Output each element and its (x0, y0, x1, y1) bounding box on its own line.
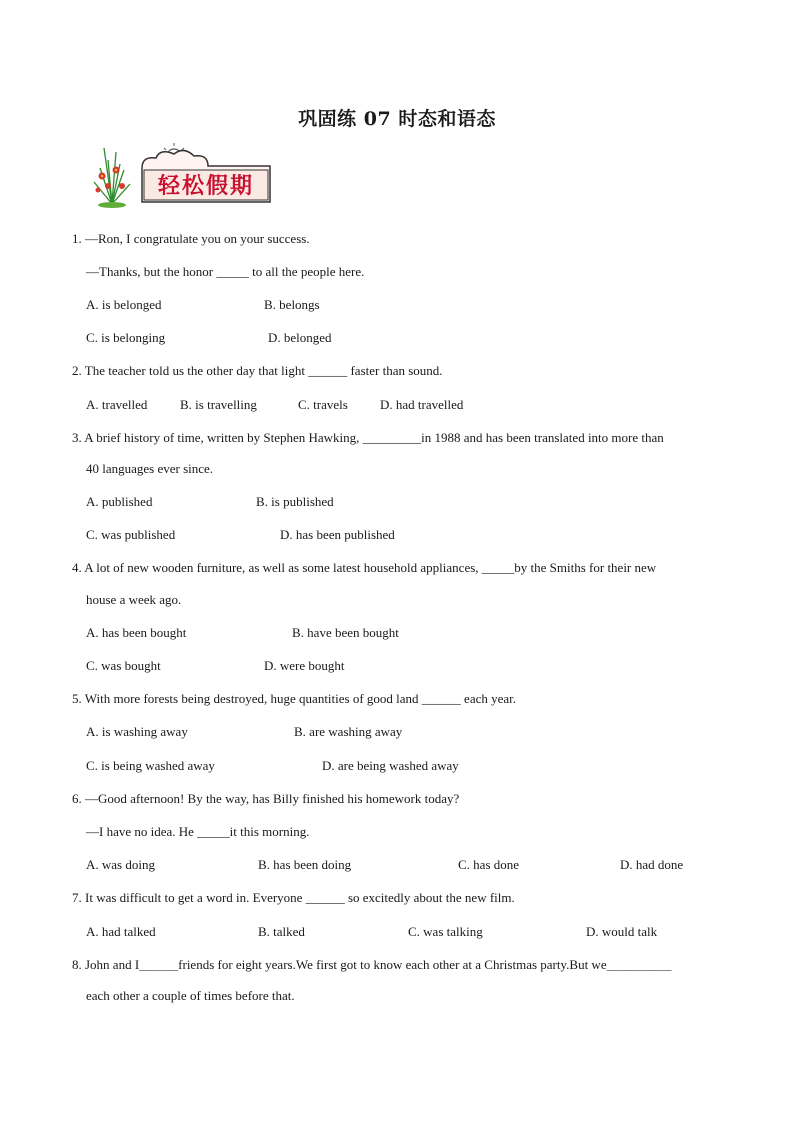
question-6-option-d: D. had done (620, 857, 684, 872)
question-1-option-c: C. is belonging (86, 330, 166, 345)
question-3-option-b: B. is published (256, 494, 334, 509)
question-1-option-a: A. is belonged (86, 297, 162, 312)
question-7-option-a: A. had talked (86, 924, 156, 939)
question-2-option-a: A. travelled (86, 397, 148, 412)
question-6-option-b: B. has been doing (258, 857, 352, 872)
banner-text: 轻松假期 (157, 174, 255, 199)
question-3-option-c: C. was published (86, 527, 176, 542)
question-2-option-b: B. is travelling (180, 397, 257, 412)
question-4-stem-cont: house a week ago. (86, 592, 182, 607)
question-8-stem-cont: each other a couple of times before that. (86, 988, 295, 1003)
question-1-stem: 1. —Ron, I congratulate you on your success. (72, 231, 310, 246)
question-4-option-d: D. were bought (264, 658, 345, 673)
question-4-option-a: A. has been bought (86, 625, 187, 640)
question-6-option-c: C. has done (458, 857, 520, 872)
question-5-stem: 5. With more forests being destroyed, huge quantities of good land ______ each year. (72, 691, 517, 706)
flower-banner-icon (86, 140, 272, 210)
question-5-option-c: C. is being washed away (86, 758, 215, 773)
question-7-option-c: C. was talking (408, 924, 483, 939)
question-5-option-b: B. are washing away (294, 724, 403, 739)
question-3-stem: 3. A brief history of time, written by Stephen Hawking, _________in 1988 and has been translated into more than (72, 430, 664, 445)
question-3-option-a: A. published (86, 494, 153, 509)
question-2-option-d: D. had travelled (380, 397, 464, 412)
page-title: 巩固练 07 时态和语态 (298, 108, 496, 130)
question-8-stem: 8. John and I＿＿＿friends for eight years.We first got to know each other at a Christmas party.But we＿＿＿＿＿ (72, 957, 672, 972)
question-7-option-b: B. talked (258, 924, 305, 939)
question-6-stem: 6. —Good afternoon! By the way, has Billy finished his homework today? (72, 791, 460, 806)
question-2-option-c: C. travels (298, 397, 348, 412)
question-4-option-b: B. have been bought (292, 625, 399, 640)
holiday-banner-logo (86, 140, 272, 210)
question-1-option-b: B. belongs (264, 297, 320, 312)
question-3-stem-cont: 40 languages ever since. (86, 461, 214, 476)
question-5-option-d: D. are being washed away (322, 758, 459, 773)
question-1-option-d: D. belonged (268, 330, 332, 345)
question-5-option-a: A. is washing away (86, 724, 188, 739)
question-4-option-c: C. was bought (86, 658, 161, 673)
question-6-option-a: A. was doing (86, 857, 155, 872)
question-7-stem: 7. It was difficult to get a word in. Everyone ______ so excitedly about the new film. (72, 890, 515, 905)
question-2-stem: 2. The teacher told us the other day that light ______ faster than sound. (72, 363, 443, 378)
question-7-option-d: D. would talk (586, 924, 658, 939)
question-6-reply: —I have no idea. He _____it this morning. (86, 824, 310, 839)
question-1-reply: —Thanks, but the honor _____ to all the people here. (86, 264, 365, 279)
question-3-option-d: D. has been published (280, 527, 395, 542)
question-4-stem: 4. A lot of new wooden furniture, as well as some latest household appliances, _____by the Smiths for their new (72, 560, 657, 575)
